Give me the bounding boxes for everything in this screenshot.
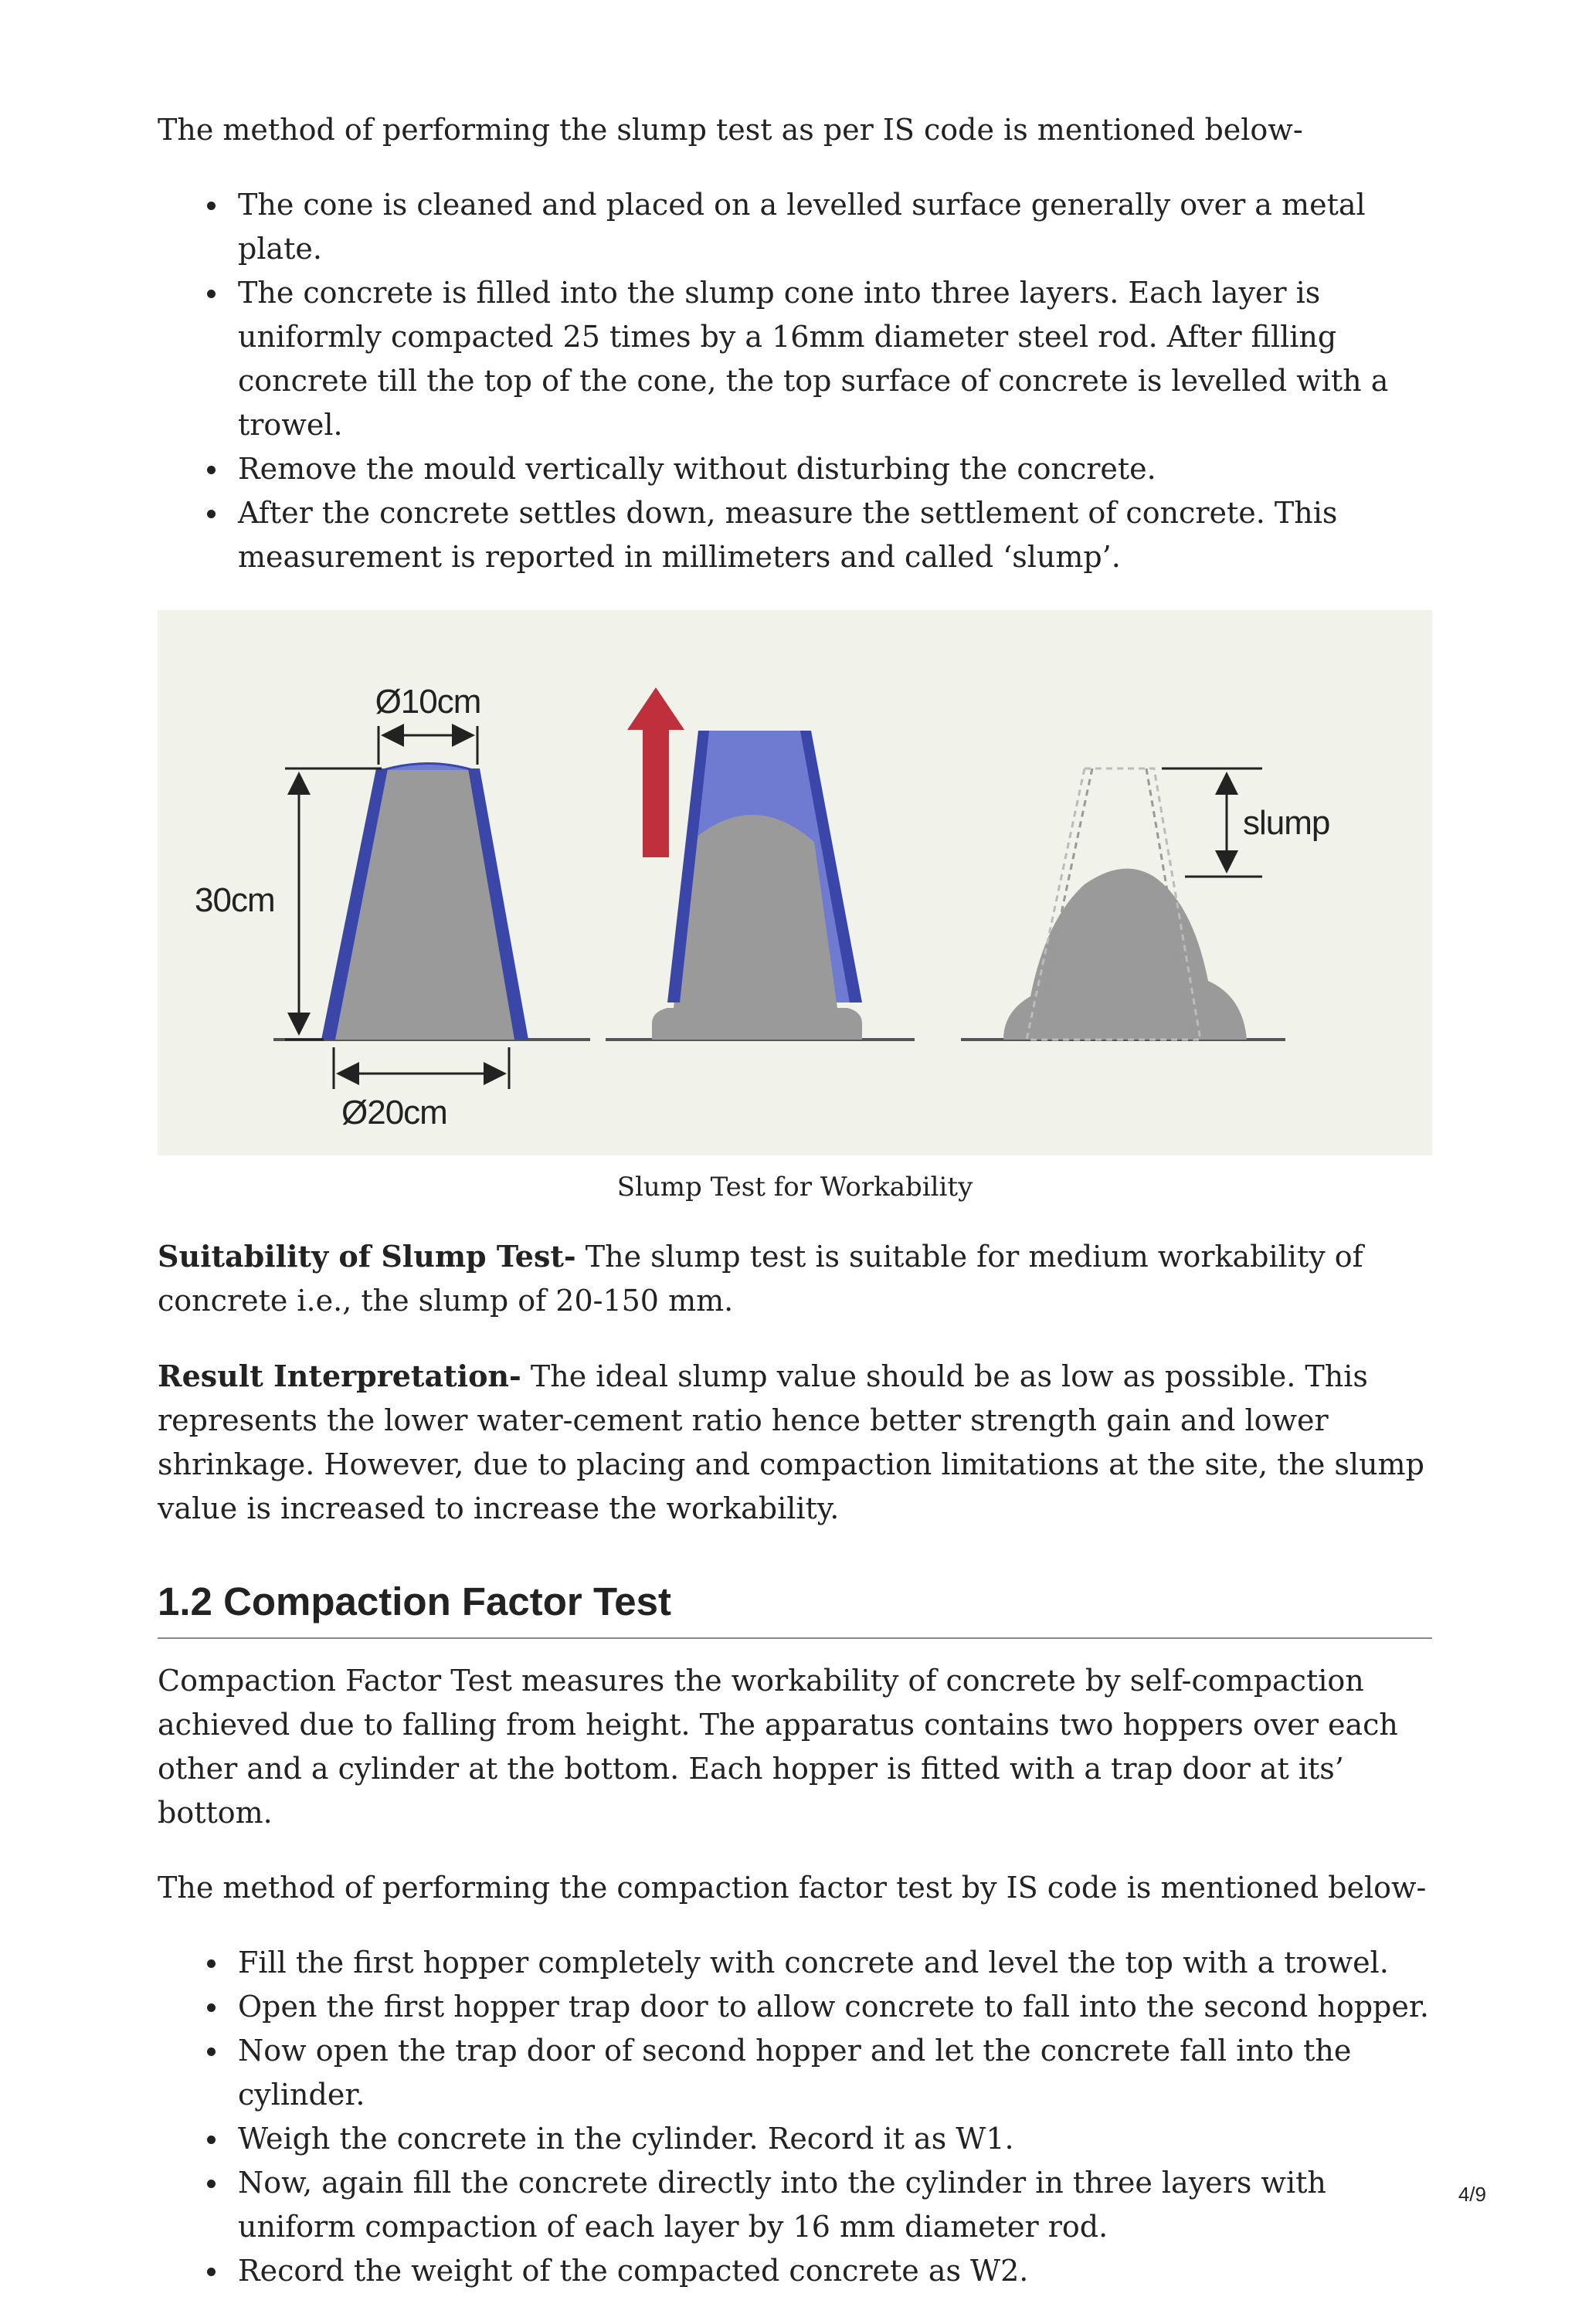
list-item: After the concrete settles down, measure the settlement of concrete. This measurement is reported in millimeters and called ‘slump’.: [238, 491, 1432, 579]
cone-top-surface: [383, 764, 473, 771]
result-paragraph: [158, 1354, 1432, 1531]
lifting-cone-diagram: [606, 687, 915, 1040]
section-heading: 1.2 Compaction Factor Test: [158, 1577, 1432, 1639]
filled-cone-diagram: [195, 683, 590, 1131]
suitability-text: The slump test is suitable for medium workability of concrete i.e., the slump of 20-150 mm.: [158, 1240, 1363, 1318]
suitability-paragraph: [158, 1234, 1432, 1323]
list-item: Open the first hopper trap door to allow concrete to fall into the second hopper.: [238, 1985, 1432, 2029]
page-number: 4/9: [1458, 2183, 1486, 2206]
list-item: Now, again fill the concrete directly into the cylinder in three layers with uniform compaction of each layer by 16 mm diameter rod.: [238, 2161, 1432, 2249]
suitability-label: Suitability of Slump Test-: [158, 1239, 576, 1274]
slump-steps-list: [158, 183, 1432, 579]
compaction-method-intro: The method of performing the compaction factor test by IS code is mentioned below-: [158, 1871, 1427, 1905]
page-content: [158, 108, 1432, 2324]
list-item: The cone is cleaned and placed on a levelled surface generally over a metal plate.: [238, 183, 1432, 271]
lift-arrow-icon: [627, 687, 684, 857]
compaction-intro: Compaction Factor Test measures the workability of concrete by self-compaction achieved due to falling from height. The apparatus contains two hoppers over each other and a cylinder at the bottom. Each hopper is fitted with a trap door at its’ bottom.: [158, 1664, 1398, 1830]
bottom-diameter-label: Ø20cm: [341, 1094, 447, 1131]
result-label: Result Interpretation-: [158, 1359, 521, 1393]
list-item: Remove the mould vertically without disturbing the concrete.: [238, 447, 1432, 491]
slump-method-intro: The method of performing the slump test as per IS code is mentioned below-: [158, 113, 1303, 147]
list-item: Fill the first hopper completely with concrete and level the top with a trowel.: [238, 1941, 1432, 1985]
list-item: The concrete is filled into the slump cone into three layers. Each layer is uniformly compacted 25 times by a 16mm diameter steel rod. After filling concrete till the top of the cone, the top surface of concrete is levelled with a trowel.: [238, 271, 1432, 447]
slump-label: slump: [1243, 804, 1330, 842]
figure-caption: Slump Test for Workability: [616, 1172, 973, 1203]
list-item: Record the weight of the compacted concrete as W2.: [238, 2249, 1432, 2293]
top-diameter-label: Ø10cm: [375, 683, 481, 721]
slump-test-figure: [158, 610, 1432, 1155]
result-text: The ideal slump value should be as low as possible. This represents the lower water-cement ratio hence better strength gain and lower shrinkage. However, due to placing and compaction limitations at the site, the slump value is increased to increase the workability.: [158, 1359, 1424, 1525]
height-label: 30cm: [195, 881, 275, 919]
list-item: Now open the trap door of second hopper and let the concrete fall into the cylinder.: [238, 2029, 1432, 2117]
slumped-concrete-diagram: [961, 768, 1329, 1040]
compaction-steps-list: [158, 1941, 1432, 2293]
list-item: Weigh the concrete in the cylinder. Record it as W1.: [238, 2117, 1432, 2161]
